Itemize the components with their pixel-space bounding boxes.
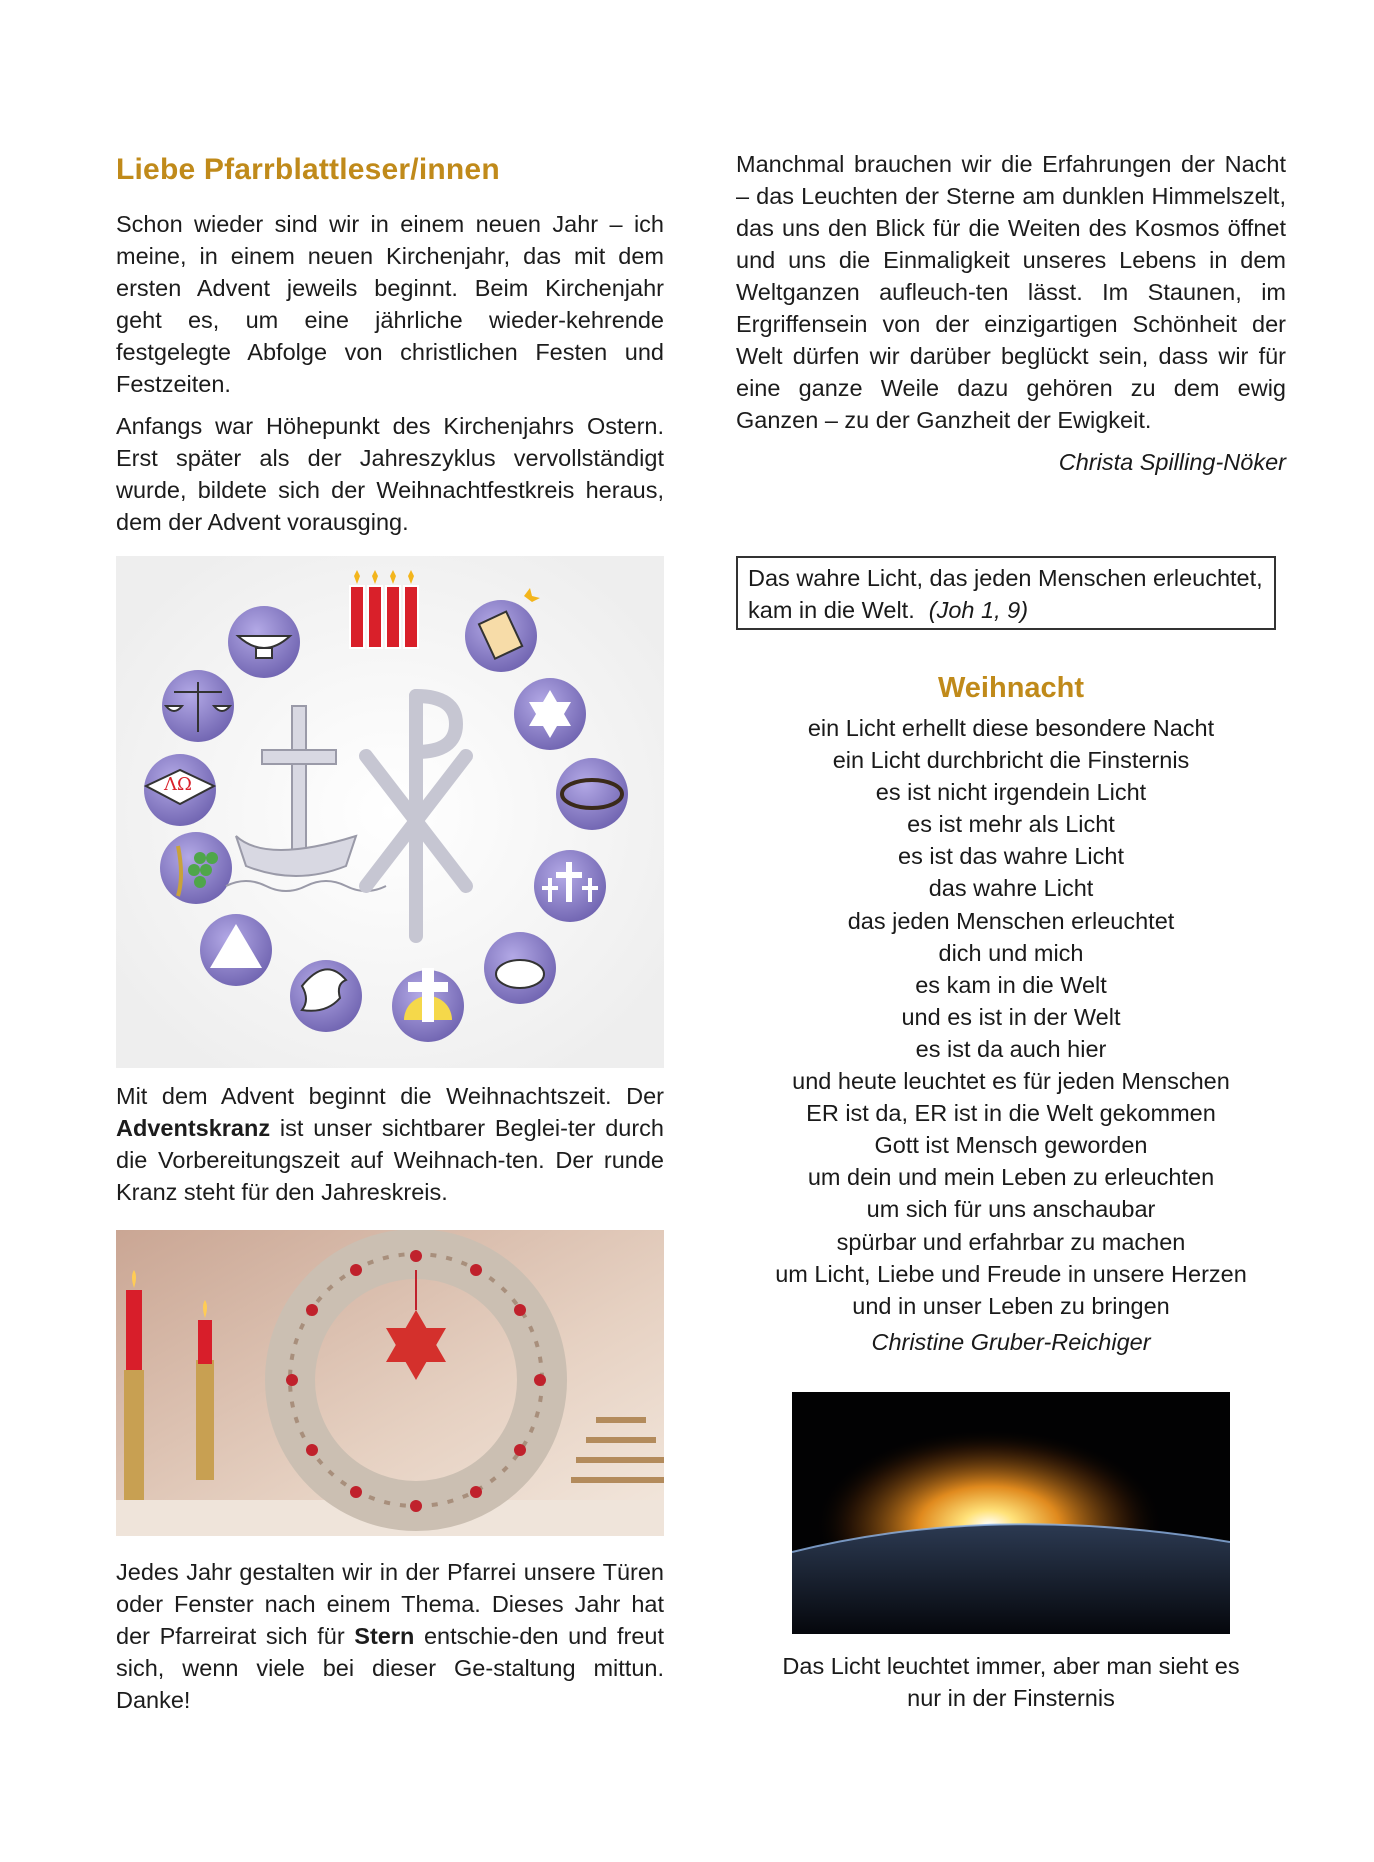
caption2-bold: Stern — [354, 1623, 415, 1649]
poem-line: dich und mich — [938, 939, 1084, 966]
horizon-caption — [736, 1650, 1286, 1714]
poem-line: ein Licht erhellt diese besondere Nacht — [807, 715, 1215, 741]
author-spilling-noker: Christa Spilling-Nöker — [1058, 449, 1286, 475]
poem-line: und heute leuchtet es für jeden Menschen — [792, 1068, 1230, 1095]
greeting-heading: Liebe Pfarrblattleser/innen — [116, 153, 500, 186]
poem-line: es kam in die Welt — [915, 971, 1107, 998]
svg-text:ΛΩ: ΛΩ — [164, 774, 192, 795]
poem-line: das jeden Menschen erleuchtet — [847, 907, 1175, 934]
quote-text: Das wahre Licht, das jeden Menschen erleuchtet, kam in die Welt. — [748, 565, 1263, 623]
intro-paragraph: Schon wieder sind wir in einem neuen Jahr – ich meine, in einem neuen Kirchenjahr, das mit dem ersten Advent jeweils beginnt. Beim Kirchenjahr geht es, um eine jährliche wieder-kehrende festgelegte Abfolge von christlichen Festen und Festzeiten. — [116, 211, 664, 397]
quote-reference: (Joh 1, 9) — [928, 597, 1029, 623]
poem-line: das wahre Licht — [928, 875, 1094, 902]
poem-title: Weihnacht — [937, 672, 1085, 704]
poem-line: es ist nicht irgendein Licht — [875, 779, 1147, 806]
caption1-text-b: ist unser sichtbarer Beglei-ter durch die Vorbereitungszeit auf Weihnach-ten. Der runde Kranz steht für den Jahreskreis. — [116, 1115, 664, 1205]
poem-line: es ist das wahre Licht — [898, 843, 1124, 870]
poem-line: um dein und mein Leben zu erleuchten — [807, 1164, 1215, 1191]
poem-line: spürbar und erfahrbar zu machen — [836, 1228, 1186, 1255]
horizon-caption-line-2: nur in der Finsternis — [907, 1685, 1115, 1711]
poem-line: es ist mehr als Licht — [907, 811, 1115, 838]
poem-line: ER ist da, ER ist in die Welt gekommen — [806, 1100, 1216, 1127]
left-column — [116, 148, 664, 548]
caption2-text-b: entschie-den und freut sich, wenn viele bei dieser Ge-staltung mittun. Danke! — [116, 1623, 664, 1713]
church-year-symbols-image — [116, 556, 664, 1068]
earth-sunrise-photo — [792, 1392, 1230, 1634]
poem-line: und es ist in der Welt — [901, 1003, 1121, 1030]
caption2-text-a: Jedes Jahr gestalten wir in der Pfarrei unsere Türen oder Fenster nach einem Thema. Dieses Jahr hat der Pfarreirat sich für — [116, 1559, 664, 1649]
poem-line: ein Licht durchbricht die Finsternis — [832, 747, 1190, 774]
stern-theme-paragraph — [116, 1556, 664, 1716]
lamb-icon — [496, 960, 544, 988]
poem-line: und in unser Leben zu bringen — [852, 1292, 1170, 1319]
poem-line: um sich für uns anschaubar — [866, 1196, 1156, 1223]
caption1-bold: Adventskranz — [116, 1115, 271, 1141]
advent-wreath-caption — [116, 1080, 664, 1208]
poem-line: Gott ist Mensch geworden — [874, 1132, 1148, 1159]
poem-line: es ist da auch hier — [915, 1035, 1107, 1062]
advent-wreath-photo — [116, 1230, 664, 1536]
poem-weihnacht — [736, 712, 1286, 1322]
poem-line: um Licht, Liebe und Freude in unsere Herzen — [775, 1260, 1247, 1287]
horizon-caption-line-1: Das Licht leuchtet immer, aber man sieht es — [782, 1653, 1240, 1679]
right-column — [736, 148, 1286, 478]
history-paragraph: Anfangs war Höhepunkt des Kirchenjahrs Ostern. Erst später als der Jahreszyklus vervollständigt wurde, bildete sich der Weihnachtfestkreis heraus, dem der Advent vorausging. — [116, 413, 664, 535]
caption1-text-a: Mit dem Advent beginnt die Weihnachtszeit. Der — [116, 1083, 664, 1109]
bible-quote-box — [736, 556, 1276, 630]
author-gruber-reichiger: Christine Gruber-Reichiger — [871, 1329, 1151, 1355]
night-paragraph: Manchmal brauchen wir die Erfahrungen der Nacht – das Leuchten der Sterne am dunklen Himmelszelt, das uns den Blick für die Weiten des Kosmos öffnet und uns die Einmaligkeit unseres Lebens in dem Weltganzen aufleuch-ten lässt. Im Staunen, im Ergriffensein von der einzigartigen Schönheit der Welt dürfen wir darüber beglückt sein, dass wir für eine ganze Weile dazu gehören zu dem ewig Ganzen – zu der Ganzheit der Ewigkeit. — [736, 151, 1286, 433]
